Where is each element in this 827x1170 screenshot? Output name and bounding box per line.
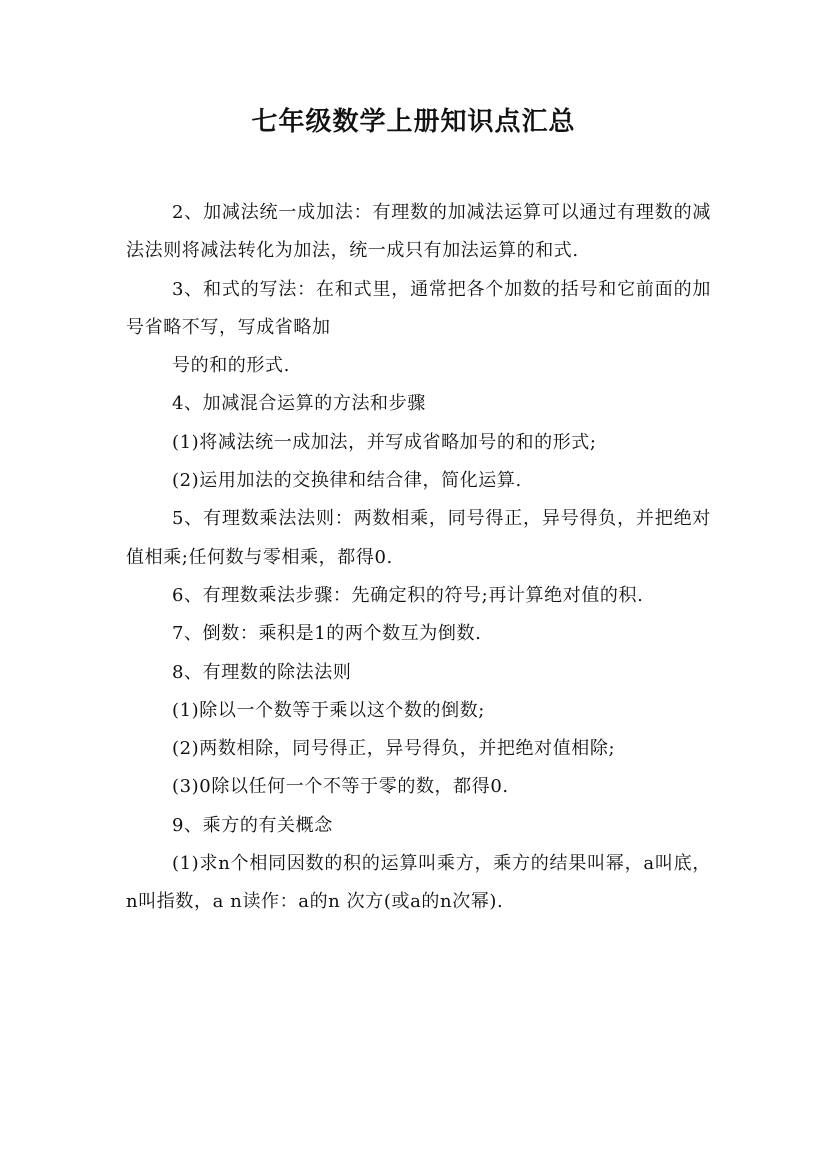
paragraph-6-multiplication-steps: 6、有理数乘法步骤：先确定积的符号;再计算绝对值的积. xyxy=(172,584,644,606)
paragraph-8-rule-1: (1)除以一个数等于乘以这个数的倒数; xyxy=(172,699,485,721)
paragraph-8-rule-2: (2)两数相除，同号得正，异号得负，并把绝对值相除; xyxy=(172,738,616,760)
paragraph-7-reciprocal: 7、倒数：乘积是1的两个数互为倒数. xyxy=(172,623,482,645)
paragraph-4-mixed-operations-heading: 4、加减混合运算的方法和步骤 xyxy=(172,393,426,415)
paragraph-3-continuation: 号的和的形式. xyxy=(172,355,290,377)
paragraph-8-division-rule-heading: 8、有理数的除法法则 xyxy=(172,661,352,683)
paragraph-2-addition-subtraction-unification: 2、加减法统一成加法：有理数的加减法运算可以通过有理数的减法法则将减法转化为加法，统一成只有加法运算的和式. xyxy=(126,202,711,262)
paragraph-9-power-concepts-heading: 9、乘方的有关概念 xyxy=(172,814,333,836)
paragraph-9-concept-1: (1)求n个相同因数的积的运算叫乘方，乘方的结果叫幂，a叫底，n叫指数，a n读作：a的n 次方(或a的n次幂). xyxy=(126,853,711,913)
paragraph-8-rule-3: (3)0除以任何一个不等于零的数，都得0. xyxy=(172,776,509,798)
paragraph-3-sum-notation: 3、和式的写法：在和式里，通常把各个加数的括号和它前面的加号省略不写，写成省略加 xyxy=(126,278,711,338)
paragraph-4-step-1: (1)将减法统一成加法，并写成省略加号的和的形式; xyxy=(172,431,597,453)
document-body xyxy=(126,194,711,922)
paragraph-4-step-2: (2)运用加法的交换律和结合律，简化运算. xyxy=(172,470,522,492)
page-title: 七年级数学上册知识点汇总 xyxy=(251,107,576,137)
paragraph-5-multiplication-rule: 5、有理数乘法法则：两数相乘，同号得正，异号得负，并把绝对值相乘;任何数与零相乘，都得0. xyxy=(126,508,711,568)
